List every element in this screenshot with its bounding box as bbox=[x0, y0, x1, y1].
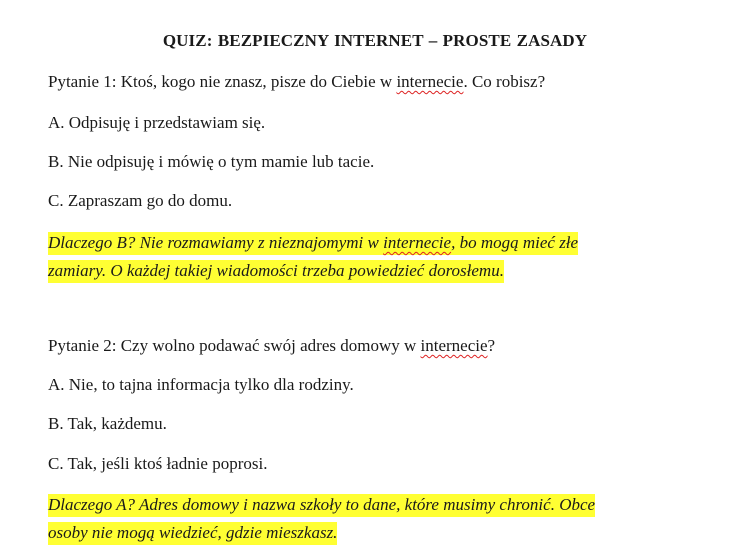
question-2-text-end: ? bbox=[487, 336, 496, 355]
question-2-answer-b: B. Tak, każdemu. bbox=[48, 414, 167, 433]
question-2 bbox=[48, 336, 495, 356]
question-1 bbox=[48, 72, 545, 92]
question-1-answer-b: B. Nie odpisuję i mówię o tym mamie lub tacie. bbox=[48, 152, 375, 171]
question-2-answer-a: A. Nie, to tajna informacja tylko dla rodziny. bbox=[48, 375, 354, 394]
question-1-explanation-line-2: zamiary. O każdej takiej wiadomości trzeba powiedzieć dorosłemu. bbox=[48, 260, 504, 283]
question-1-text: Pytanie 1: Ktoś, kogo nie znasz, pisze do Ciebie w bbox=[48, 72, 397, 91]
question-1-explanation-line-1-end: , bo mogą mieć złe bbox=[451, 233, 579, 252]
question-1-spellcheck-word: internecie bbox=[396, 72, 464, 91]
question-2-answer-c: C. Tak, jeśli ktoś ładnie poprosi. bbox=[48, 454, 268, 473]
question-1-answer-c: C. Zapraszam go do domu. bbox=[48, 191, 233, 210]
question-2-text: Pytanie 2: Czy wolno podawać swój adres domowy w bbox=[48, 336, 421, 355]
question-2-explanation-line-2: osoby nie mogą wiedzieć, gdzie mieszkasz. bbox=[48, 522, 337, 545]
question-2-explanation bbox=[48, 491, 688, 547]
question-1-explanation-line-1: Dlaczego B? Nie rozmawiamy z nieznajomymi w bbox=[48, 233, 384, 252]
question-2-spellcheck-word: internecie bbox=[420, 336, 488, 355]
question-1-explanation bbox=[48, 229, 688, 285]
document-title: QUIZ: BEZPIECZNY INTERNET – PROSTE ZASADY bbox=[162, 31, 588, 50]
question-2-explanation-line-1: Dlaczego A? Adres domowy i nazwa szkoły to dane, które musimy chronić. Obce bbox=[48, 494, 595, 517]
question-1-text-end: . Co robisz? bbox=[463, 72, 546, 91]
question-1-answer-a: A. Odpisuję i przedstawiam się. bbox=[48, 113, 266, 132]
question-1-explanation-spellcheck-word: internecie bbox=[383, 233, 452, 252]
